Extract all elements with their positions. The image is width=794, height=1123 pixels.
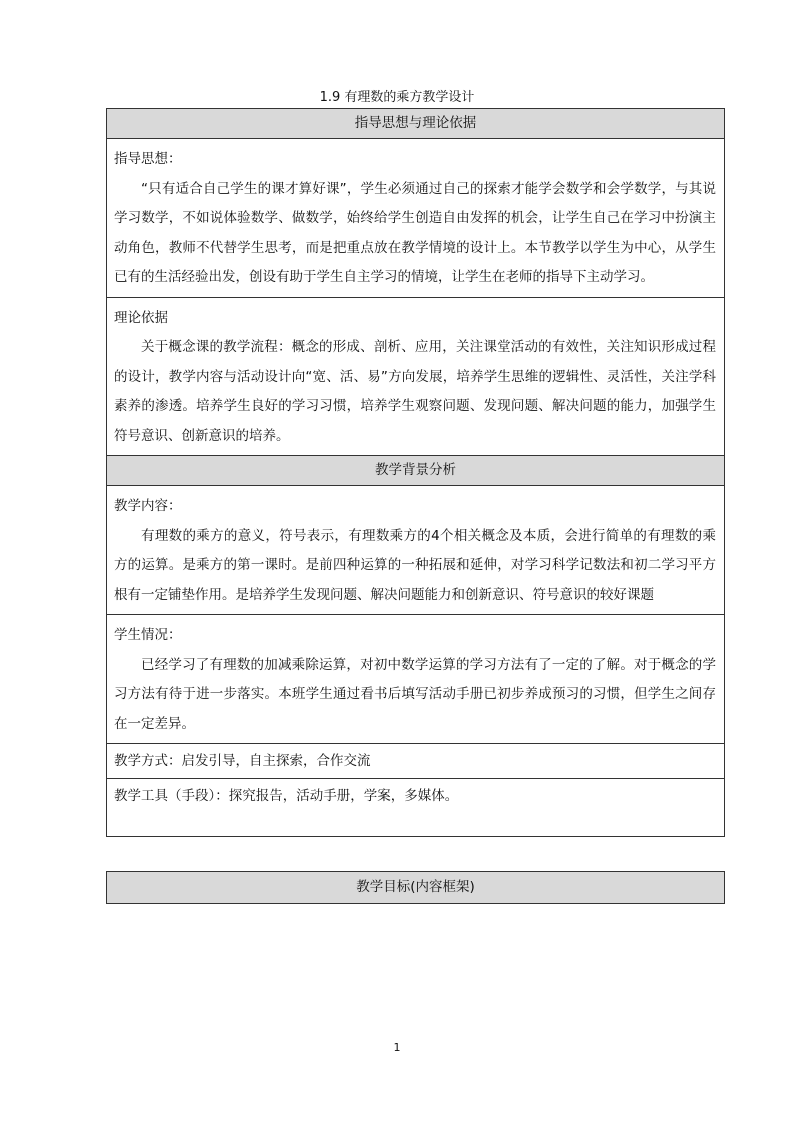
student-situation-cell [107, 615, 725, 744]
teaching-method-cell: 教学方式：启发引导，自主探索，合作交流 [107, 744, 725, 779]
student-situation-text: 已经学习了有理数的加减乘除运算，对初中数学运算的学习方法有了一定的了解。对于概念的学习方法有待于进一步落实。本班学生通过看书后填写活动手册已初步养成预习的习惯，但学生之间存在一定差异。 [114, 656, 716, 732]
design-table [106, 108, 725, 837]
teaching-content-text: 有理数的乘方的意义，符号表示，有理数乘方的4个相关概念及本质，会进行简单的有理数的乘方的运算。是乘方的第一课时。是前四种运算的一种拓展和延伸，对学习科学记数法和初二学习平方根有一定铺垫作用。是培养学生发现问题、解决问题能力和创新意识、符号意识的较好课题 [114, 527, 716, 603]
page-number: 1 [393, 1041, 401, 1054]
teaching-content-label: 教学内容： [114, 498, 182, 514]
student-situation-label: 学生情况： [114, 627, 182, 643]
teaching-content-cell [107, 486, 725, 615]
teaching-tools-cell: 教学工具（手段）：探究报告，活动手册，学案，多媒体。 [107, 779, 725, 837]
theory-basis-label: 理论依据 [114, 309, 168, 326]
guiding-thought-label: 指导思想： [114, 151, 182, 167]
section-header-background: 教学背景分析 [107, 456, 725, 486]
teaching-goals-table [106, 871, 725, 904]
guiding-thought-text: “只有适合自己学生的课才算好课”，学生必须通过自己的探索才能学会数学和会学数学，与其说学习数学，不如说体验数学、做数学，始终给学生创造自由发挥的机会，让学生自己在学习中扮演主动角色，教师不代替学生思考，而是把重点放在教学情境的设计上。本节教学以学生为中心，从学生已有的生活经验出发，创设有助于学生自主学习的情境，让学生在老师的指导下主动学习。 [114, 180, 716, 285]
theory-basis-cell [107, 297, 725, 456]
document-title: 1.9 有理数的乘方教学设计 [319, 90, 475, 105]
theory-basis-text: 关于概念课的教学流程：概念的形成、剖析、应用，关注课堂活动的有效性，关注知识形成过程的设计，教学内容与活动设计向“宽、活、易”方向发展，培养学生思维的逻辑性、灵活性，关注学科素养的渗透。培养学生良好的学习习惯，培养学生观察问题、发现问题、解决问题的能力，加强学生符号意识、创新意识的培养。 [114, 339, 716, 444]
guiding-thought-cell [107, 139, 725, 298]
section-header-goals: 教学目标(内容框架) [107, 872, 725, 904]
section-header-guiding-theory: 指导思想与理论依据 [107, 109, 725, 139]
